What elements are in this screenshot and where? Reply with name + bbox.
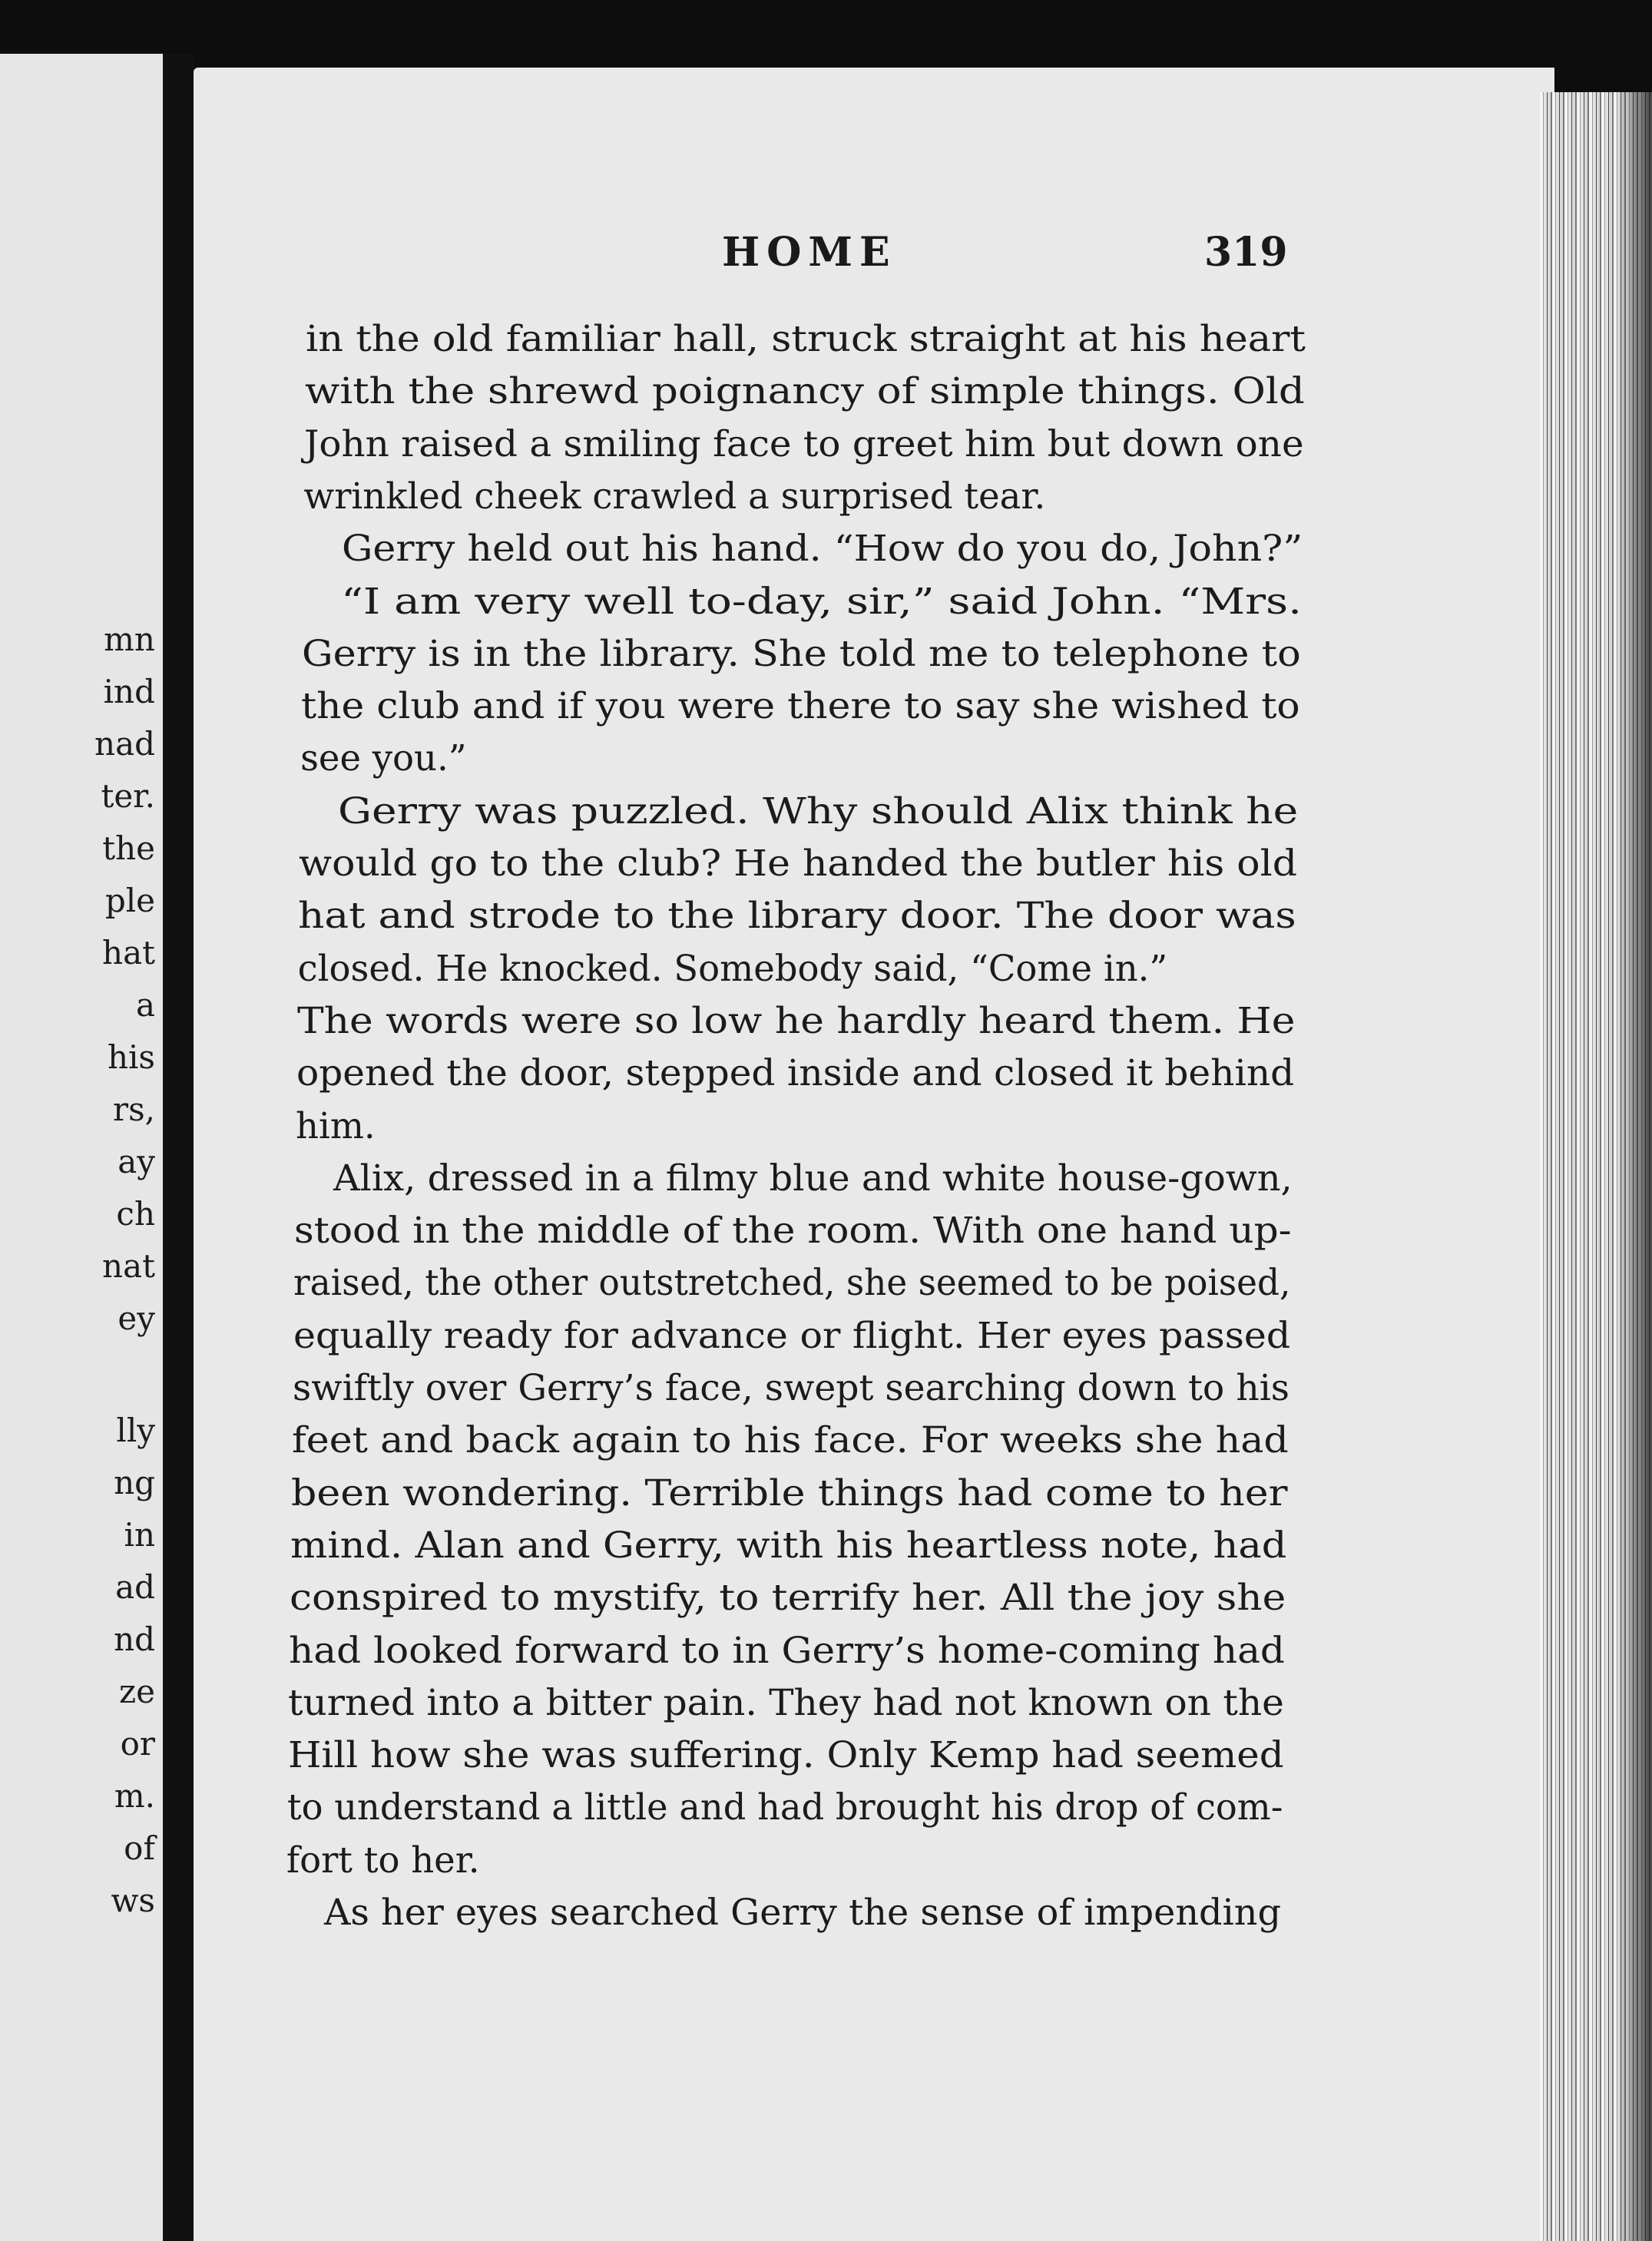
previous-page-fragment: ind — [103, 673, 155, 710]
text-line: equally ready for advance or flight. Her eyes passed — [293, 1314, 1290, 1356]
text-line: Gerry held out his hand. “How do you do, John?” — [341, 528, 1303, 570]
previous-page-fragment: the — [102, 829, 155, 867]
previous-page-fragment: ze — [119, 1673, 155, 1710]
previous-page-fragment: ey — [118, 1299, 155, 1337]
book-gutter — [163, 54, 194, 2241]
text-line: “I am very well to-day, sir,” said John. “Mrs. — [340, 580, 1302, 622]
previous-page-fragment: or — [120, 1725, 155, 1763]
text-line: hat and strode to the library door. The door was — [298, 895, 1297, 937]
text-line: in the old familiar hall, struck straight at his heart — [306, 318, 1306, 359]
previous-page-fragment: ws — [111, 1882, 155, 1919]
previous-page-fragment: ch — [116, 1195, 155, 1233]
previous-page-fragment: ple — [104, 882, 155, 919]
text-line: Gerry was puzzled. Why should Alix think he — [338, 789, 1299, 832]
previous-page-fragment: rs, — [113, 1091, 155, 1128]
page-number: 319 — [1204, 229, 1288, 276]
text-line: raised, the other outstretched, she seemed to be poised, — [293, 1262, 1291, 1304]
text-line: him. — [296, 1104, 376, 1147]
text-line: with the shrewd poignancy of simple things. Old — [305, 370, 1305, 412]
previous-page-fragment: mn — [104, 621, 155, 658]
text-line: closed. He knocked. Somebody said, “Come in.” — [297, 947, 1168, 989]
previous-page-fragment: ad — [115, 1568, 155, 1606]
text-line: wrinkled cheek crawled a surprised tear. — [303, 475, 1046, 517]
running-head: HOME — [722, 229, 897, 276]
text-line: swiftly over Gerry’s face, swept searching down to his — [292, 1367, 1289, 1408]
text-line: to understand a little and had brought his drop of com- — [286, 1786, 1283, 1829]
previous-page-fragment: ay — [118, 1143, 155, 1180]
text-line: see you.” — [300, 737, 467, 780]
text-line: the club and if you were there to say she wished to — [300, 685, 1300, 727]
text-line: stood in the middle of the room. With one hand up- — [294, 1210, 1292, 1252]
text-line: conspired to mystify, to terrify her. All the joy she — [290, 1577, 1286, 1619]
previous-page-fragment: ter. — [101, 777, 155, 815]
text-line: opened the door, stepped inside and closed it behind — [296, 1052, 1295, 1094]
text-line: mind. Alan and Gerry, with his heartless note, had — [290, 1524, 1287, 1566]
text-line: been wondering. Terrible things had come to her — [290, 1471, 1288, 1514]
previous-page-fragment: nd — [114, 1620, 155, 1658]
text-line: would go to the club? He handed the butler his old — [299, 842, 1298, 884]
page-edge-shadow — [1617, 92, 1652, 2241]
previous-page-fragment: hat — [102, 934, 155, 972]
text-line: The words were so low he hardly heard them. He — [296, 999, 1296, 1041]
text-line: John raised a smiling face to greet him but down one — [304, 422, 1304, 465]
previous-page-fragment: his — [107, 1038, 155, 1076]
text-line: feet and back again to his face. For weeks she had — [291, 1419, 1289, 1461]
text-line: turned into a bitter pain. They had not known on the — [288, 1681, 1285, 1723]
previous-page-fragment: of — [124, 1829, 155, 1867]
previous-page-fragment: nat — [102, 1247, 155, 1285]
text-line: Alix, dressed in a filmy blue and white house-gown, — [333, 1157, 1293, 1199]
text-line: As her eyes searched Gerry the sense of impending — [324, 1892, 1282, 1933]
previous-page-strip — [0, 54, 163, 2241]
text-line: Gerry is in the library. She told me to telephone to — [301, 632, 1301, 674]
previous-page-fragment: nad — [94, 725, 155, 763]
text-line: had looked forward to in Gerry’s home-coming had — [289, 1629, 1286, 1671]
previous-page-fragment: a — [135, 986, 155, 1024]
text-line: fort to her. — [286, 1839, 480, 1881]
previous-page-fragment: in — [124, 1516, 155, 1554]
previous-page-fragment: lly — [116, 1412, 155, 1449]
previous-page-fragment: m. — [114, 1777, 155, 1815]
text-line: Hill how she was suffering. Only Kemp had seemed — [287, 1734, 1284, 1776]
previous-page-fragment: ng — [114, 1464, 155, 1501]
